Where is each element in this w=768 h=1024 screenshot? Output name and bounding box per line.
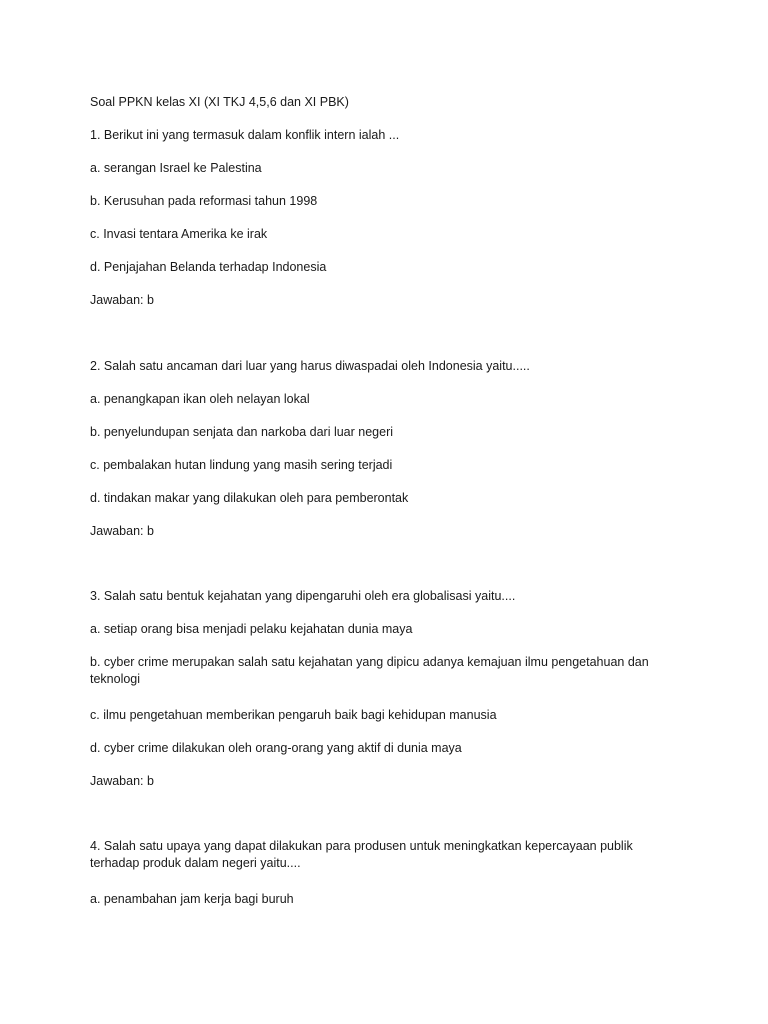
question-3-answer: Jawaban: b xyxy=(90,774,154,788)
question-1-option-c: c. Invasi tentara Amerika ke irak xyxy=(90,227,268,241)
question-2-answer: Jawaban: b xyxy=(90,524,154,538)
question-2-option-b: b. penyelundupan senjata dan narkoba dari luar negeri xyxy=(90,425,394,439)
document-title: Soal PPKN kelas XI (XI TKJ 4,5,6 dan XI PBK) xyxy=(90,95,349,109)
question-3-option-b: b. cyber crime merupakan salah satu kejahatan yang dipicu adanya kemajuan ilmu pengetahuan dan teknologi xyxy=(90,655,649,686)
question-2-text: 2. Salah satu ancaman dari luar yang harus diwaspadai oleh Indonesia yaitu..... xyxy=(90,359,530,373)
question-2-option-d: d. tindakan makar yang dilakukan oleh para pemberontak xyxy=(90,491,409,505)
question-1-option-a: a. serangan Israel ke Palestina xyxy=(90,161,262,175)
question-1-text: 1. Berikut ini yang termasuk dalam konflik intern ialah ... xyxy=(90,128,400,142)
question-2-option-c: c. pembalakan hutan lindung yang masih sering terjadi xyxy=(90,458,393,472)
question-1-option-b: b. Kerusuhan pada reformasi tahun 1998 xyxy=(90,194,318,208)
question-1-answer: Jawaban: b xyxy=(90,293,154,307)
question-3-option-d: d. cyber crime dilakukan oleh orang-orang yang aktif di dunia maya xyxy=(90,741,462,755)
question-4-option-a: a. penambahan jam kerja bagi buruh xyxy=(90,892,294,906)
question-3-text: 3. Salah satu bentuk kejahatan yang dipengaruhi oleh era globalisasi yaitu.... xyxy=(90,589,516,603)
question-3-option-c: c. ilmu pengetahuan memberikan pengaruh baik bagi kehidupan manusia xyxy=(90,708,497,722)
question-4-text: 4. Salah satu upaya yang dapat dilakukan para produsen untuk meningkatkan kepercayaan publik terhadap produk dalam negeri yaitu.... xyxy=(90,839,633,870)
question-1-option-d: d. Penjajahan Belanda terhadap Indonesia xyxy=(90,260,327,274)
question-2-option-a: a. penangkapan ikan oleh nelayan lokal xyxy=(90,392,310,406)
question-3-option-a: a. setiap orang bisa menjadi pelaku kejahatan dunia maya xyxy=(90,622,413,636)
